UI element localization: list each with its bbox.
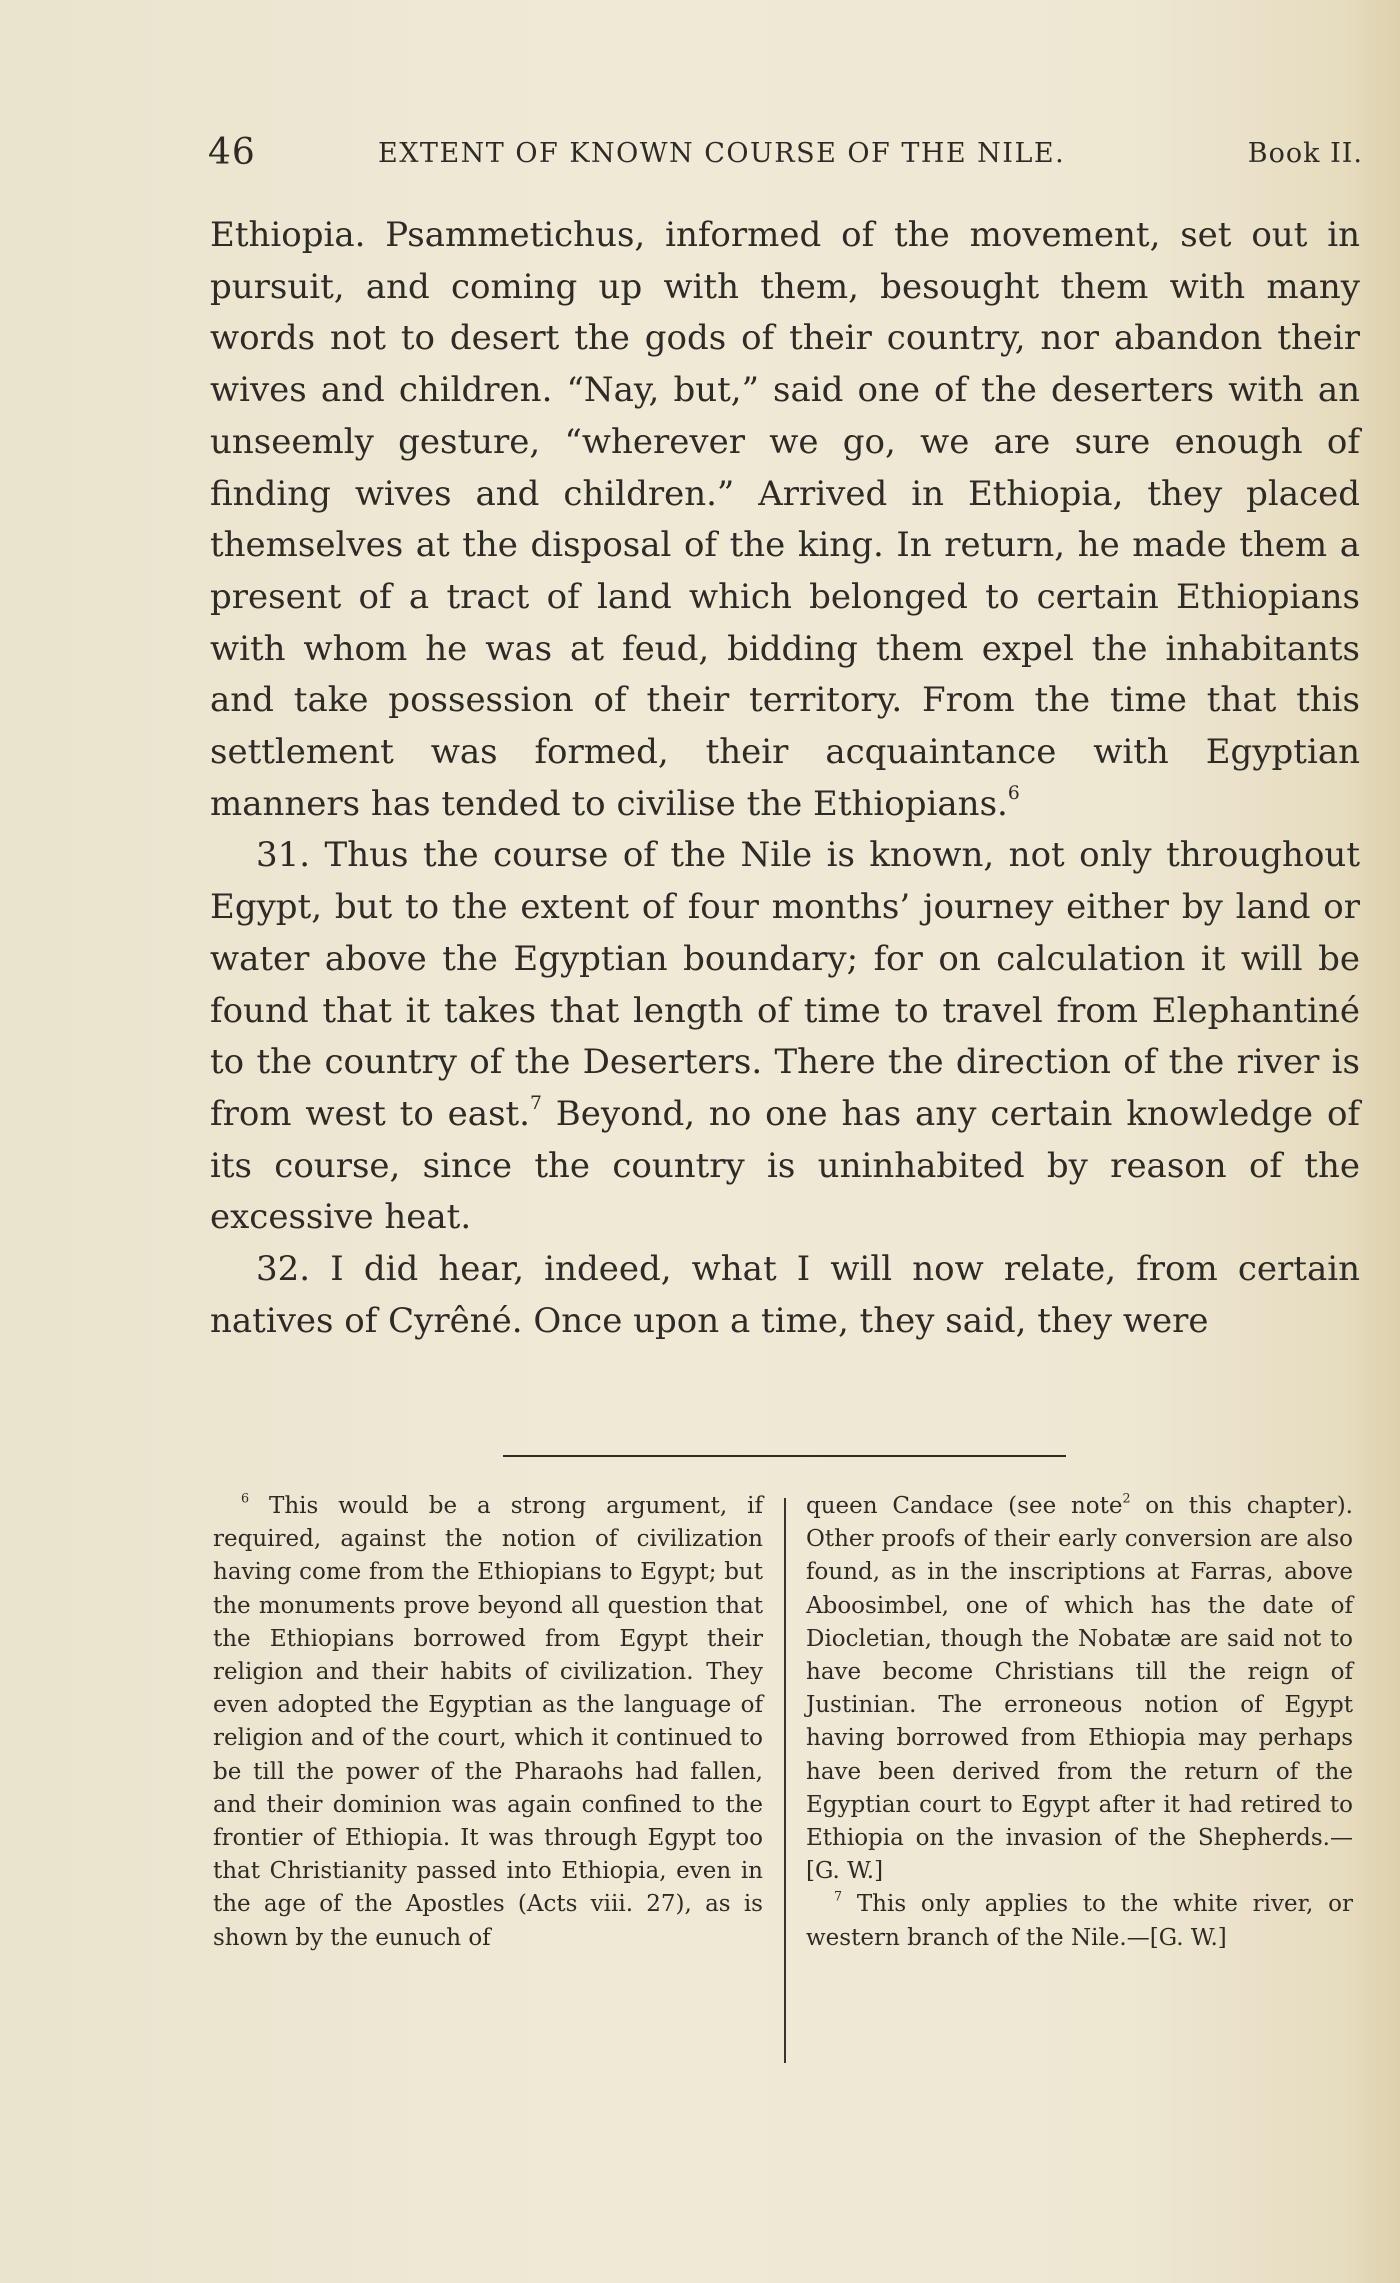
footnotes (213, 1490, 1353, 2070)
footnote-marker: 7 (834, 1888, 843, 1904)
paragraph-continuation (210, 210, 1360, 830)
footnote-text: This only applies to the white river, or western branch of the Nile.—[G. W.] (806, 1891, 1353, 1951)
footnote-column-left (213, 1490, 763, 1955)
paragraph-31 (210, 830, 1360, 1244)
footnote-text: queen Candace (see note (806, 1493, 1123, 1519)
footnote-6 (213, 1490, 763, 1955)
footnote-ref-6: 6 (1007, 782, 1020, 804)
page-header (208, 132, 1363, 180)
running-title: EXTENT OF KNOWN COURSE OF THE NILE. (378, 138, 1066, 169)
note-reference: 2 (1122, 1490, 1131, 1506)
page-number: 46 (208, 132, 256, 173)
paragraph-32 (210, 1244, 1360, 1347)
footnote-ref-7: 7 (530, 1093, 542, 1115)
column-divider (784, 1498, 786, 2063)
footnote-7 (806, 1888, 1353, 1954)
paragraph-text: Beyond, no one has any certain knowledge of its course, since the country is uninhabited by reason of the excessive heat. (210, 1093, 1360, 1238)
footnote-text: on this chapter). Other proofs of their early conversion are also found, as in the inscriptions at Farras, above Aboosimbel, one of which has the date of Diocletian, though the Nobatæ are said not to have become Christians till the reign of Justinian. The erroneous notion of Egypt having borrowed from Ethiopia may perhaps have been derived from the return of the Egyptian court to Egypt after it had retired to Ethiopia on the invasion of the Shepherds.—[G. W.] (806, 1493, 1353, 1885)
footnote-column-right (806, 1490, 1353, 1955)
paragraph-text: Ethiopia. Psammetichus, informed of the movement, set out in pursuit, and coming up with them, besought them with many words not to desert the gods of their country, nor abandon their wives and children. “Nay, but,” said one of the deserters with an unseemly gesture, “wherever we go, we are sure enough of finding wives and children.” Arrived in Ethiopia, they placed themselves at the disposal of the king. In return, he made them a present of a tract of land which belonged to certain Ethiopians with whom he was at feud, bidding them expel the inhabitants and take possession of their territory. From the time that this settlement was formed, their acquaintance with Egyptian manners has tended to civilise the Ethiopians. (210, 215, 1360, 824)
footnote-separator-rule (503, 1455, 1066, 1457)
paragraph-text: 32. I did hear, indeed, what I will now relate, from certain natives of Cyrêné. Once upon a time, they said, they were (210, 1249, 1360, 1341)
book-label: Book II. (1247, 138, 1363, 169)
paragraph-text: 31. Thus the course of the Nile is known, not only throughout Egypt, but to the extent of four months’ journey either by land or water above the Egyptian boundary; for on calculation it will be found that it takes that length of time to travel from Elephantiné to the country of the Deserters. There the direction of the river is from west to east. (210, 835, 1360, 1134)
footnote-marker: 6 (241, 1490, 250, 1506)
footnote-text: This would be a strong argument, if required, against the notion of civilization having come from the Ethiopians to Egypt; but the monuments prove beyond all question that the Ethiopians borrowed from Egypt their religion and their habits of civilization. They even adopted the Egyptian as the language of religion and of the court, which it continued to be till the power of the Pharaohs had fallen, and their dominion was again confined to the frontier of Ethiopia. It was through Egypt too that Christianity passed into Ethiopia, even in the age of the Apostles (Acts viii. 27), as is shown by the eunuch of (213, 1493, 763, 1951)
footnote-6-continued (806, 1490, 1353, 1888)
main-text (210, 210, 1360, 1347)
